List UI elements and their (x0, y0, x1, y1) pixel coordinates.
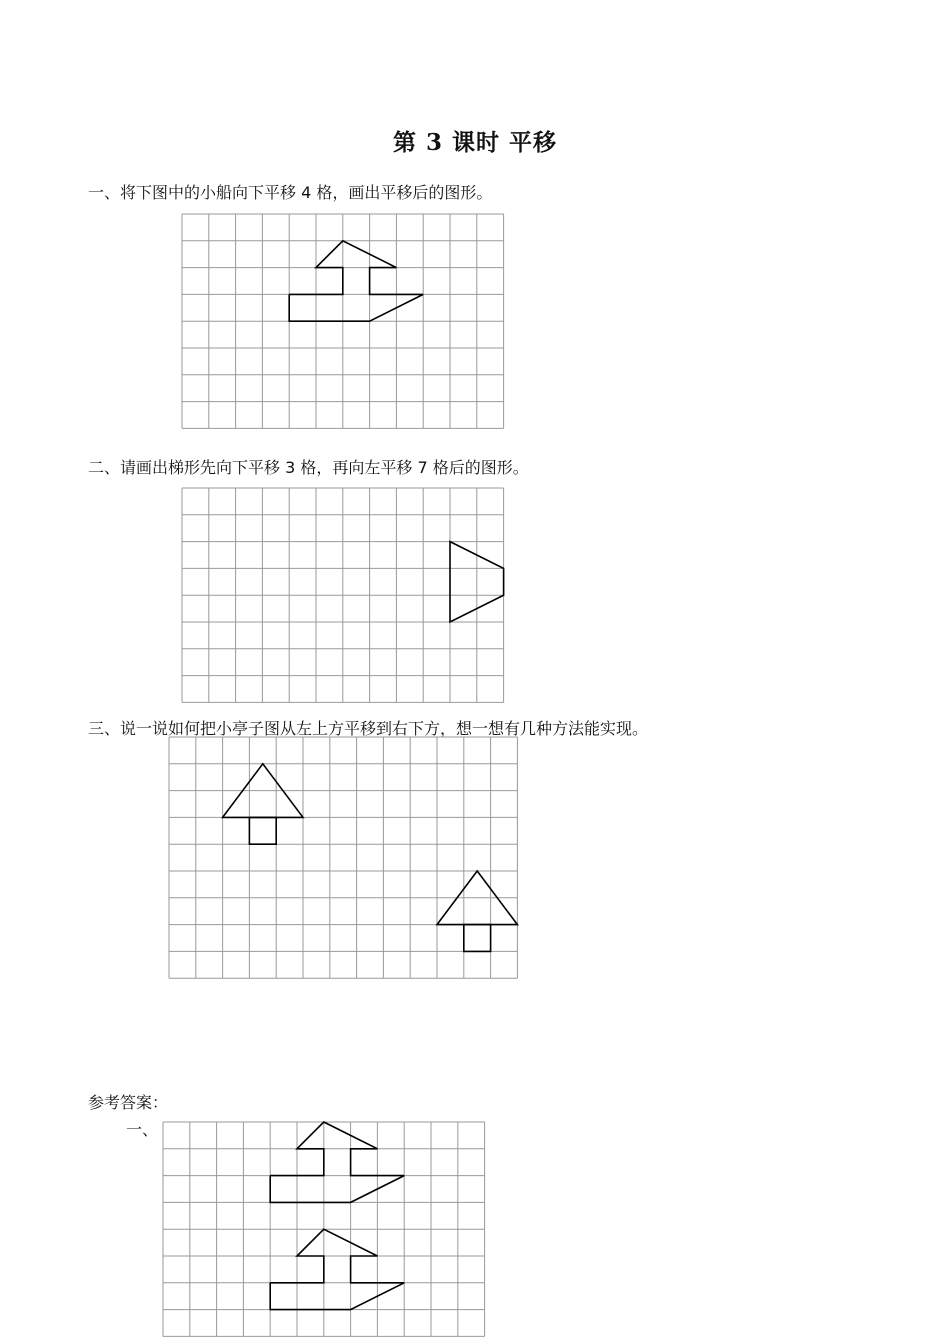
boat-shape (270, 1229, 404, 1309)
question-2-text: 二、请画出梯形先向下平移 3 格，再向左平移 7 格后的图形。 (88, 458, 529, 477)
question-3-text: 三、说一说如何把小亭子图从左上方平移到右下方，想一想有几种方法能实现。 (88, 719, 649, 738)
question-2-grid (180, 486, 506, 704)
pavilion-base-shape (249, 817, 276, 844)
pavilion-base-shape (464, 925, 491, 952)
answer-1-label: 一、 (126, 1120, 159, 1139)
boat-shape (289, 241, 423, 321)
answer-1-grid (161, 1120, 487, 1338)
boat-shape (270, 1122, 404, 1202)
page-title: 第 3 课时 平移 (392, 129, 558, 156)
question-1-text: 一、将下图中的小船向下平移 4 格，画出平移后的图形。 (88, 183, 493, 202)
question-1-grid (180, 212, 506, 430)
answer-heading: 参考答案： (88, 1093, 169, 1112)
question-3-grid (167, 735, 519, 980)
